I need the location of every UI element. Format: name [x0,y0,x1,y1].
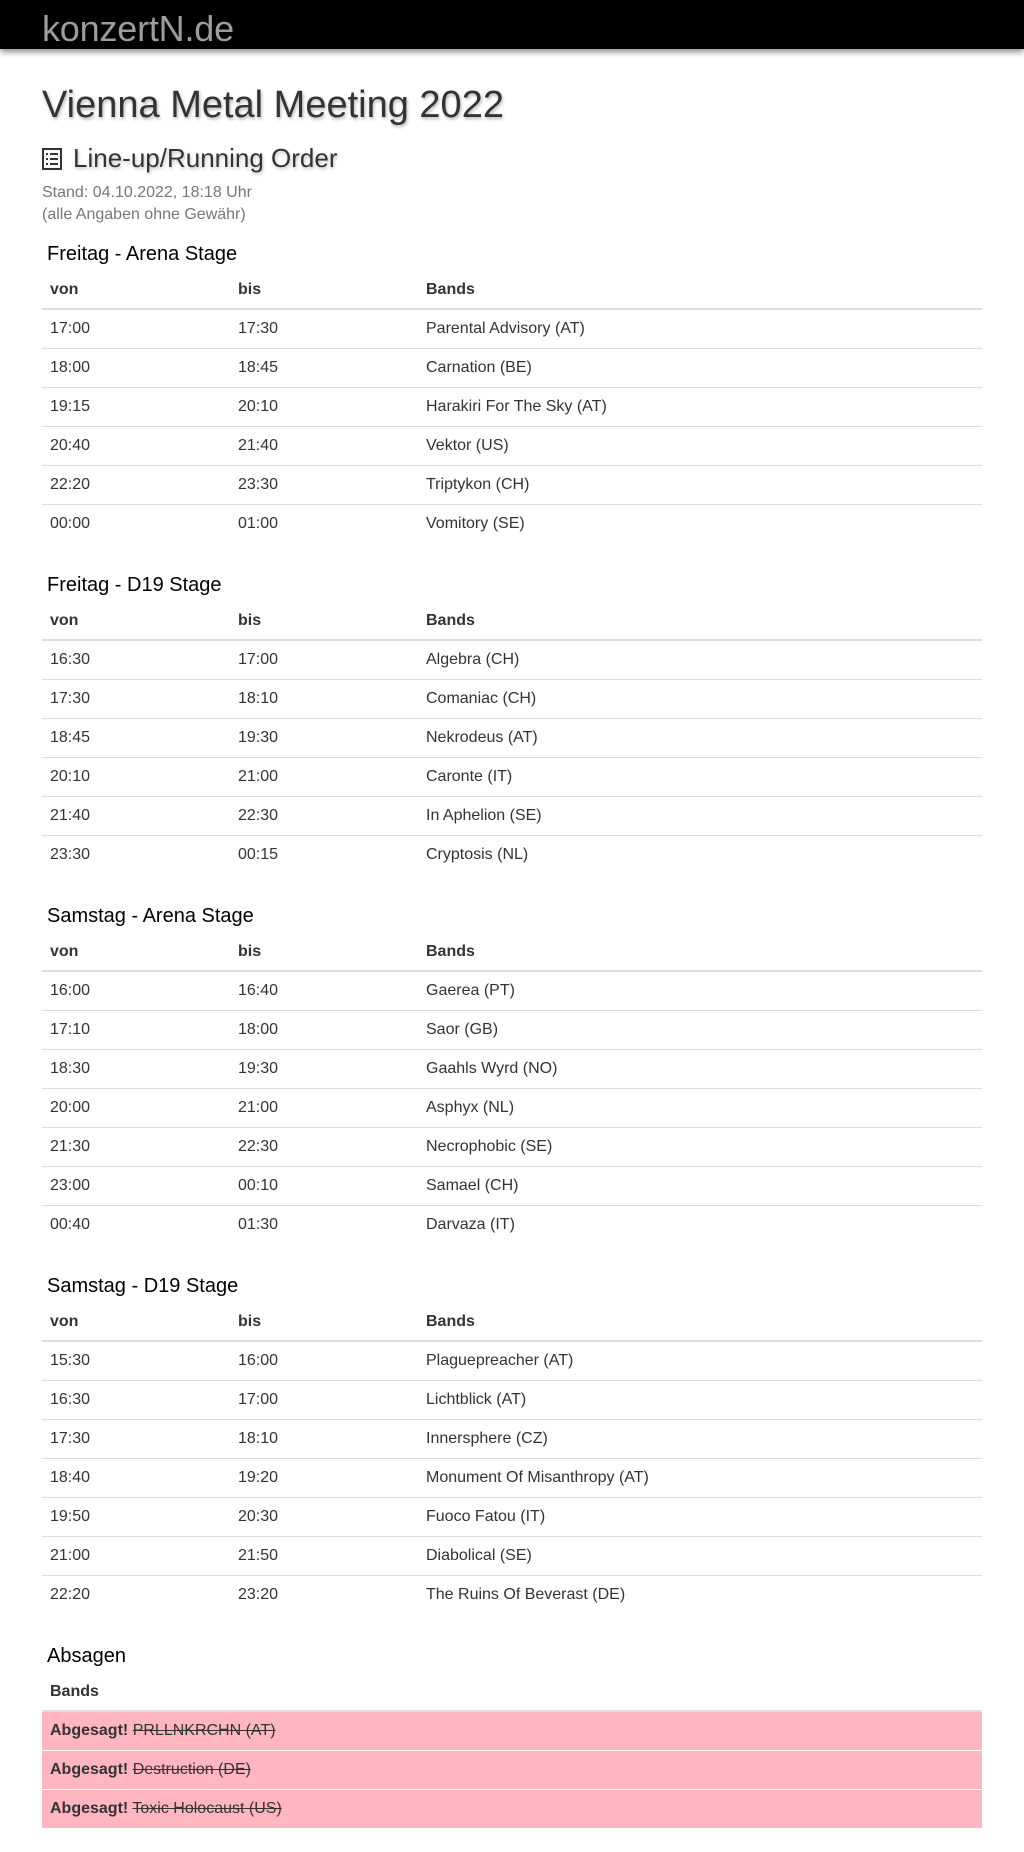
cell-von: 21:00 [42,1537,230,1576]
cell-band: Samael (CH) [418,1167,982,1206]
table-row [42,1050,982,1089]
table-row [42,466,982,505]
column-header-bands: Bands [418,272,982,309]
cell-von: 19:15 [42,388,230,427]
table-row [42,1381,982,1420]
cell-bis: 21:50 [230,1537,418,1576]
column-header-von: von [42,272,230,309]
cell-bis: 16:00 [238,1352,279,1369]
cell-band: Gaerea (PT) [426,982,515,999]
cell-bis: 01:30 [230,1206,418,1245]
table-row [42,388,982,427]
table-row [42,1128,982,1167]
cell-band: Vomitory (SE) [418,505,982,544]
cancelled-row [42,1711,982,1751]
cancelled-row [42,1790,982,1829]
lineup-table [42,934,982,1244]
cell-band: Cryptosis (NL) [418,836,982,875]
cell-band: Vektor (US) [418,427,982,466]
cell-von: 23:00 [42,1167,230,1206]
cell-von: 16:30 [50,651,91,668]
cell-von: 20:40 [42,427,230,466]
cancellations-section [42,1642,982,1828]
cell-von: 20:10 [42,758,230,797]
cancelled-row [42,1751,982,1790]
section-subtitle [42,141,338,175]
cancellations-title: Absagen [47,1645,126,1667]
table-row [42,1089,982,1128]
cell-bis: 18:45 [230,349,418,388]
cell-bis: 00:10 [230,1167,418,1206]
cell-von: 17:30 [42,680,230,719]
cell-band: Gaahls Wyrd (NO) [418,1050,982,1089]
page-title: Vienna Metal Meeting 2022 [42,84,504,126]
table-header-row [42,603,982,640]
table-row [42,427,982,466]
cancelled-label: Abgesagt! [50,1761,129,1778]
cell-von: 17:00 [50,320,91,337]
cell-band: In Aphelion (SE) [418,797,982,836]
table-row [42,1420,982,1459]
cell-bis: 19:30 [230,1050,418,1089]
cell-bis: 19:20 [230,1459,418,1498]
table-header-row [42,1304,982,1341]
table-header-row [42,934,982,971]
cell-von: 17:10 [42,1011,230,1050]
table-row [42,309,982,349]
cancellations-table [42,1674,982,1828]
column-header-bands: Bands [42,1674,982,1711]
cell-von: 18:45 [42,719,230,758]
cell-von: 16:00 [50,982,91,999]
cancelled-cell [42,1790,982,1829]
cell-bis: 18:10 [230,1420,418,1459]
meta-info [42,182,252,226]
cell-von: 23:30 [42,836,230,875]
cancelled-label: Abgesagt! [50,1800,129,1817]
cell-bis: 16:40 [238,982,279,999]
table-row [42,1341,982,1381]
stage-section-samstag-arena [42,902,982,1244]
table-row [42,797,982,836]
cell-band: Comaniac (CH) [418,680,982,719]
cell-von: 00:40 [42,1206,230,1245]
cell-band: Algebra (CH) [426,651,520,668]
disclaimer: (alle Angaben ohne Gewähr) [42,206,246,223]
stand-timestamp: Stand: 04.10.2022, 18:18 Uhr [42,184,252,201]
cell-bis: 17:00 [238,651,279,668]
cell-bis: 17:30 [238,320,279,337]
lineup-table [42,603,982,874]
cancelled-cell [42,1751,982,1790]
cell-band: Parental Advisory (AT) [426,320,585,337]
cell-von: 18:00 [42,349,230,388]
cell-von: 17:30 [42,1420,230,1459]
lineup-table [42,272,982,543]
column-header-bis: bis [230,934,418,971]
table-header-row [42,272,982,309]
cell-band: Innersphere (CZ) [418,1420,982,1459]
cell-bis: 23:20 [230,1576,418,1615]
cell-band: The Ruins Of Beverast (DE) [418,1576,982,1615]
cell-band: Triptykon (CH) [418,466,982,505]
cell-bis: 21:00 [230,1089,418,1128]
cancelled-band: Toxic Holocaust (US) [132,1800,282,1817]
table-row [42,719,982,758]
cell-bis: 21:40 [230,427,418,466]
cell-band: Necrophobic (SE) [418,1128,982,1167]
cell-von: 20:00 [42,1089,230,1128]
cell-bis: 19:30 [230,719,418,758]
cancelled-label: Abgesagt! [50,1722,129,1739]
cell-band: Diabolical (SE) [418,1537,982,1576]
column-header-bands: Bands [418,934,982,971]
stage-section-freitag-arena [42,240,982,543]
cell-band: Lichtblick (AT) [418,1381,982,1420]
cell-bis: 22:30 [230,1128,418,1167]
table-row [42,758,982,797]
cell-bis: 23:30 [230,466,418,505]
navbar [0,0,1024,49]
cell-bis: 01:00 [230,505,418,544]
column-header-von: von [42,1304,230,1341]
table-row [42,836,982,875]
cell-von: 22:20 [42,466,230,505]
cell-von: 00:00 [42,505,230,544]
table-row [42,1498,982,1537]
column-header-von: von [42,934,230,971]
cell-von: 22:20 [42,1576,230,1615]
cell-band: Darvaza (IT) [418,1206,982,1245]
brand-logo-link[interactable]: konzertN.de [42,8,234,49]
column-header-bis: bis [230,603,418,640]
cell-band: Caronte (IT) [418,758,982,797]
stage-section-freitag-d19 [42,571,982,874]
stage-section-samstag-d19 [42,1272,982,1614]
cell-von: 16:30 [42,1381,230,1420]
cancelled-band: PRLLNKRCHN (AT) [132,1722,276,1739]
table-row [42,1011,982,1050]
cell-band: Saor (GB) [418,1011,982,1050]
cell-von: 21:30 [42,1128,230,1167]
cell-band: Asphyx (NL) [418,1089,982,1128]
cell-bis: 17:00 [230,1381,418,1420]
cell-band: Monument Of Misanthropy (AT) [418,1459,982,1498]
stage-title: Samstag - D19 Stage [47,1275,239,1297]
stage-title: Freitag - D19 Stage [47,574,222,596]
table-row [42,640,982,680]
list-icon [42,148,62,170]
cell-band: Nekrodeus (AT) [418,719,982,758]
cell-bis: 18:00 [230,1011,418,1050]
cell-von: 19:50 [42,1498,230,1537]
table-row [42,505,982,544]
cell-bis: 21:00 [230,758,418,797]
table-row [42,1576,982,1615]
subtitle-text: Line-up/Running Order [73,143,338,173]
column-header-bis: bis [230,1304,418,1341]
table-row [42,1537,982,1576]
cell-band: Harakiri For The Sky (AT) [418,388,982,427]
lineup-table [42,1304,982,1614]
cell-band: Carnation (BE) [418,349,982,388]
cell-von: 18:40 [42,1459,230,1498]
cancelled-band: Destruction (DE) [132,1761,251,1778]
cell-bis: 00:15 [230,836,418,875]
table-header-row [42,1674,982,1711]
cell-band: Plaguepreacher (AT) [426,1352,574,1369]
column-header-von: von [42,603,230,640]
cell-von: 21:40 [42,797,230,836]
column-header-bands: Bands [418,1304,982,1341]
cell-von: 18:30 [42,1050,230,1089]
table-row [42,971,982,1011]
stage-title: Samstag - Arena Stage [47,905,254,927]
column-header-bands: Bands [418,603,982,640]
cell-bis: 20:30 [230,1498,418,1537]
cancelled-cell [42,1711,982,1751]
stage-title: Freitag - Arena Stage [47,243,238,265]
cell-bis: 20:10 [230,388,418,427]
cell-band: Fuoco Fatou (IT) [418,1498,982,1537]
table-row [42,680,982,719]
column-header-bis: bis [230,272,418,309]
cell-von: 15:30 [50,1352,91,1369]
cell-bis: 22:30 [230,797,418,836]
table-row [42,1206,982,1245]
cell-bis: 18:10 [230,680,418,719]
table-row [42,1167,982,1206]
table-row [42,1459,982,1498]
table-row [42,349,982,388]
